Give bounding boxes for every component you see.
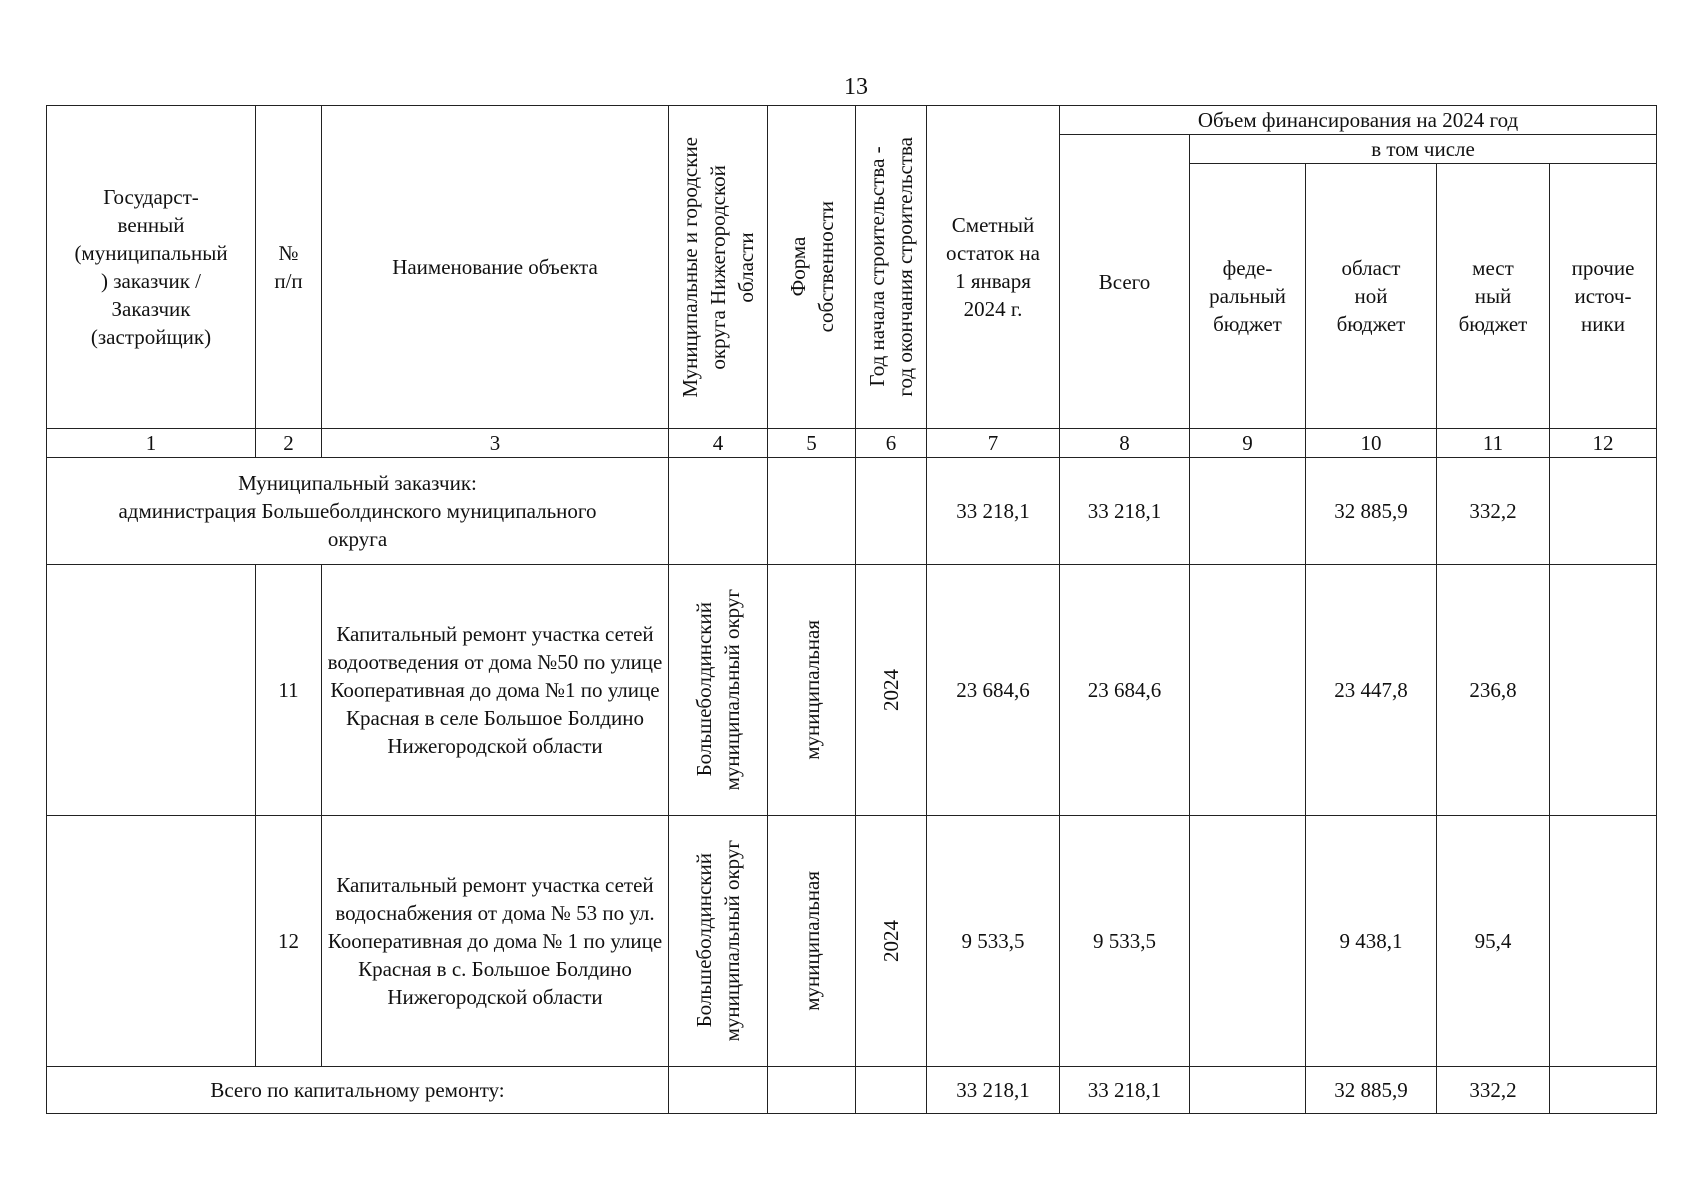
cell-total: 23 684,6 (1060, 565, 1190, 816)
cell-estimated-balance: 33 218,1 (927, 1067, 1060, 1114)
cell-estimated-balance: 23 684,6 (927, 565, 1060, 816)
header-years: Год начала строительства - год окончания строительства (856, 106, 927, 429)
cell-empty (768, 458, 856, 565)
grand-total-label: Всего по капитальному ремонту: (47, 1067, 669, 1114)
cell-local: 332,2 (1437, 1067, 1550, 1114)
header-customer: Государст- венный (муниципальный ) заказчик / Заказчик (застройщик) (47, 106, 256, 429)
column-number: 10 (1306, 429, 1437, 458)
cell-district: Большеболдинский муниципальный округ (669, 816, 768, 1067)
column-number: 9 (1190, 429, 1306, 458)
table-row (47, 565, 1657, 816)
cell-district: Большеболдинский муниципальный округ (669, 565, 768, 816)
header-federal: феде- ральный бюджет (1190, 164, 1306, 429)
grand-total-row (47, 1067, 1657, 1114)
cell-local: 236,8 (1437, 565, 1550, 816)
cell-num: 11 (256, 565, 322, 816)
cell-customer (47, 565, 256, 816)
financing-table (46, 105, 1657, 1114)
header-ownership: Форма собственности (768, 106, 856, 429)
header-regional: област ной бюджет (1306, 164, 1437, 429)
cell-regional: 32 885,9 (1306, 1067, 1437, 1114)
cell-empty (856, 458, 927, 565)
cell-years: 2024 (856, 565, 927, 816)
column-number: 6 (856, 429, 927, 458)
cell-other (1550, 458, 1657, 565)
cell-federal (1190, 1067, 1306, 1114)
page-number: 13 (844, 74, 868, 100)
cell-empty (669, 1067, 768, 1114)
cell-federal (1190, 458, 1306, 565)
column-number: 12 (1550, 429, 1657, 458)
cell-object-name: Капитальный ремонт участка сетей водоотведения от дома №50 по улице Кооперативная до дома №1 по улице Красная в селе Большое Болдино Нижегородской области (322, 565, 669, 816)
cell-empty (669, 458, 768, 565)
cell-local: 332,2 (1437, 458, 1550, 565)
cell-empty (768, 1067, 856, 1114)
header-estimated-balance: Сметный остаток на 1 января 2024 г. (927, 106, 1060, 429)
column-number: 2 (256, 429, 322, 458)
header-other: прочие источ- ники (1550, 164, 1657, 429)
cell-estimated-balance: 9 533,5 (927, 816, 1060, 1067)
cell-ownership: муниципальная (768, 816, 856, 1067)
cell-other (1550, 1067, 1657, 1114)
column-number: 8 (1060, 429, 1190, 458)
column-numbers-row (47, 429, 1657, 458)
column-number: 3 (322, 429, 669, 458)
header-num: № п/п (256, 106, 322, 429)
cell-customer (47, 816, 256, 1067)
cell-regional: 32 885,9 (1306, 458, 1437, 565)
cell-local: 95,4 (1437, 816, 1550, 1067)
cell-num: 12 (256, 816, 322, 1067)
cell-total: 33 218,1 (1060, 458, 1190, 565)
column-number: 11 (1437, 429, 1550, 458)
cell-empty (856, 1067, 927, 1114)
cell-years: 2024 (856, 816, 927, 1067)
cell-other (1550, 816, 1657, 1067)
header-district: Муниципальные и городские округа Нижегородской области (669, 106, 768, 429)
header-total: Всего (1060, 135, 1190, 429)
cell-total: 9 533,5 (1060, 816, 1190, 1067)
cell-total: 33 218,1 (1060, 1067, 1190, 1114)
header-including: в том числе (1190, 135, 1657, 164)
table-row (47, 816, 1657, 1067)
column-number: 1 (47, 429, 256, 458)
column-number: 5 (768, 429, 856, 458)
cell-object-name: Капитальный ремонт участка сетей водоснабжения от дома № 53 по ул. Кооперативная до дома № 1 по улице Красная в с. Большое Болдино Нижегородской области (322, 816, 669, 1067)
header-object-name: Наименование объекта (322, 106, 669, 429)
cell-federal (1190, 565, 1306, 816)
cell-federal (1190, 816, 1306, 1067)
header-local: мест ный бюджет (1437, 164, 1550, 429)
cell-ownership: муниципальная (768, 565, 856, 816)
cell-other (1550, 565, 1657, 816)
cell-regional: 23 447,8 (1306, 565, 1437, 816)
cell-estimated-balance: 33 218,1 (927, 458, 1060, 565)
customer-group-row (47, 458, 1657, 565)
cell-regional: 9 438,1 (1306, 816, 1437, 1067)
customer-group-label: Муниципальный заказчик: администрация Большеболдинского муниципального округа (47, 458, 669, 565)
column-number: 7 (927, 429, 1060, 458)
column-number: 4 (669, 429, 768, 458)
header-financing: Объем финансирования на 2024 год (1060, 106, 1657, 135)
